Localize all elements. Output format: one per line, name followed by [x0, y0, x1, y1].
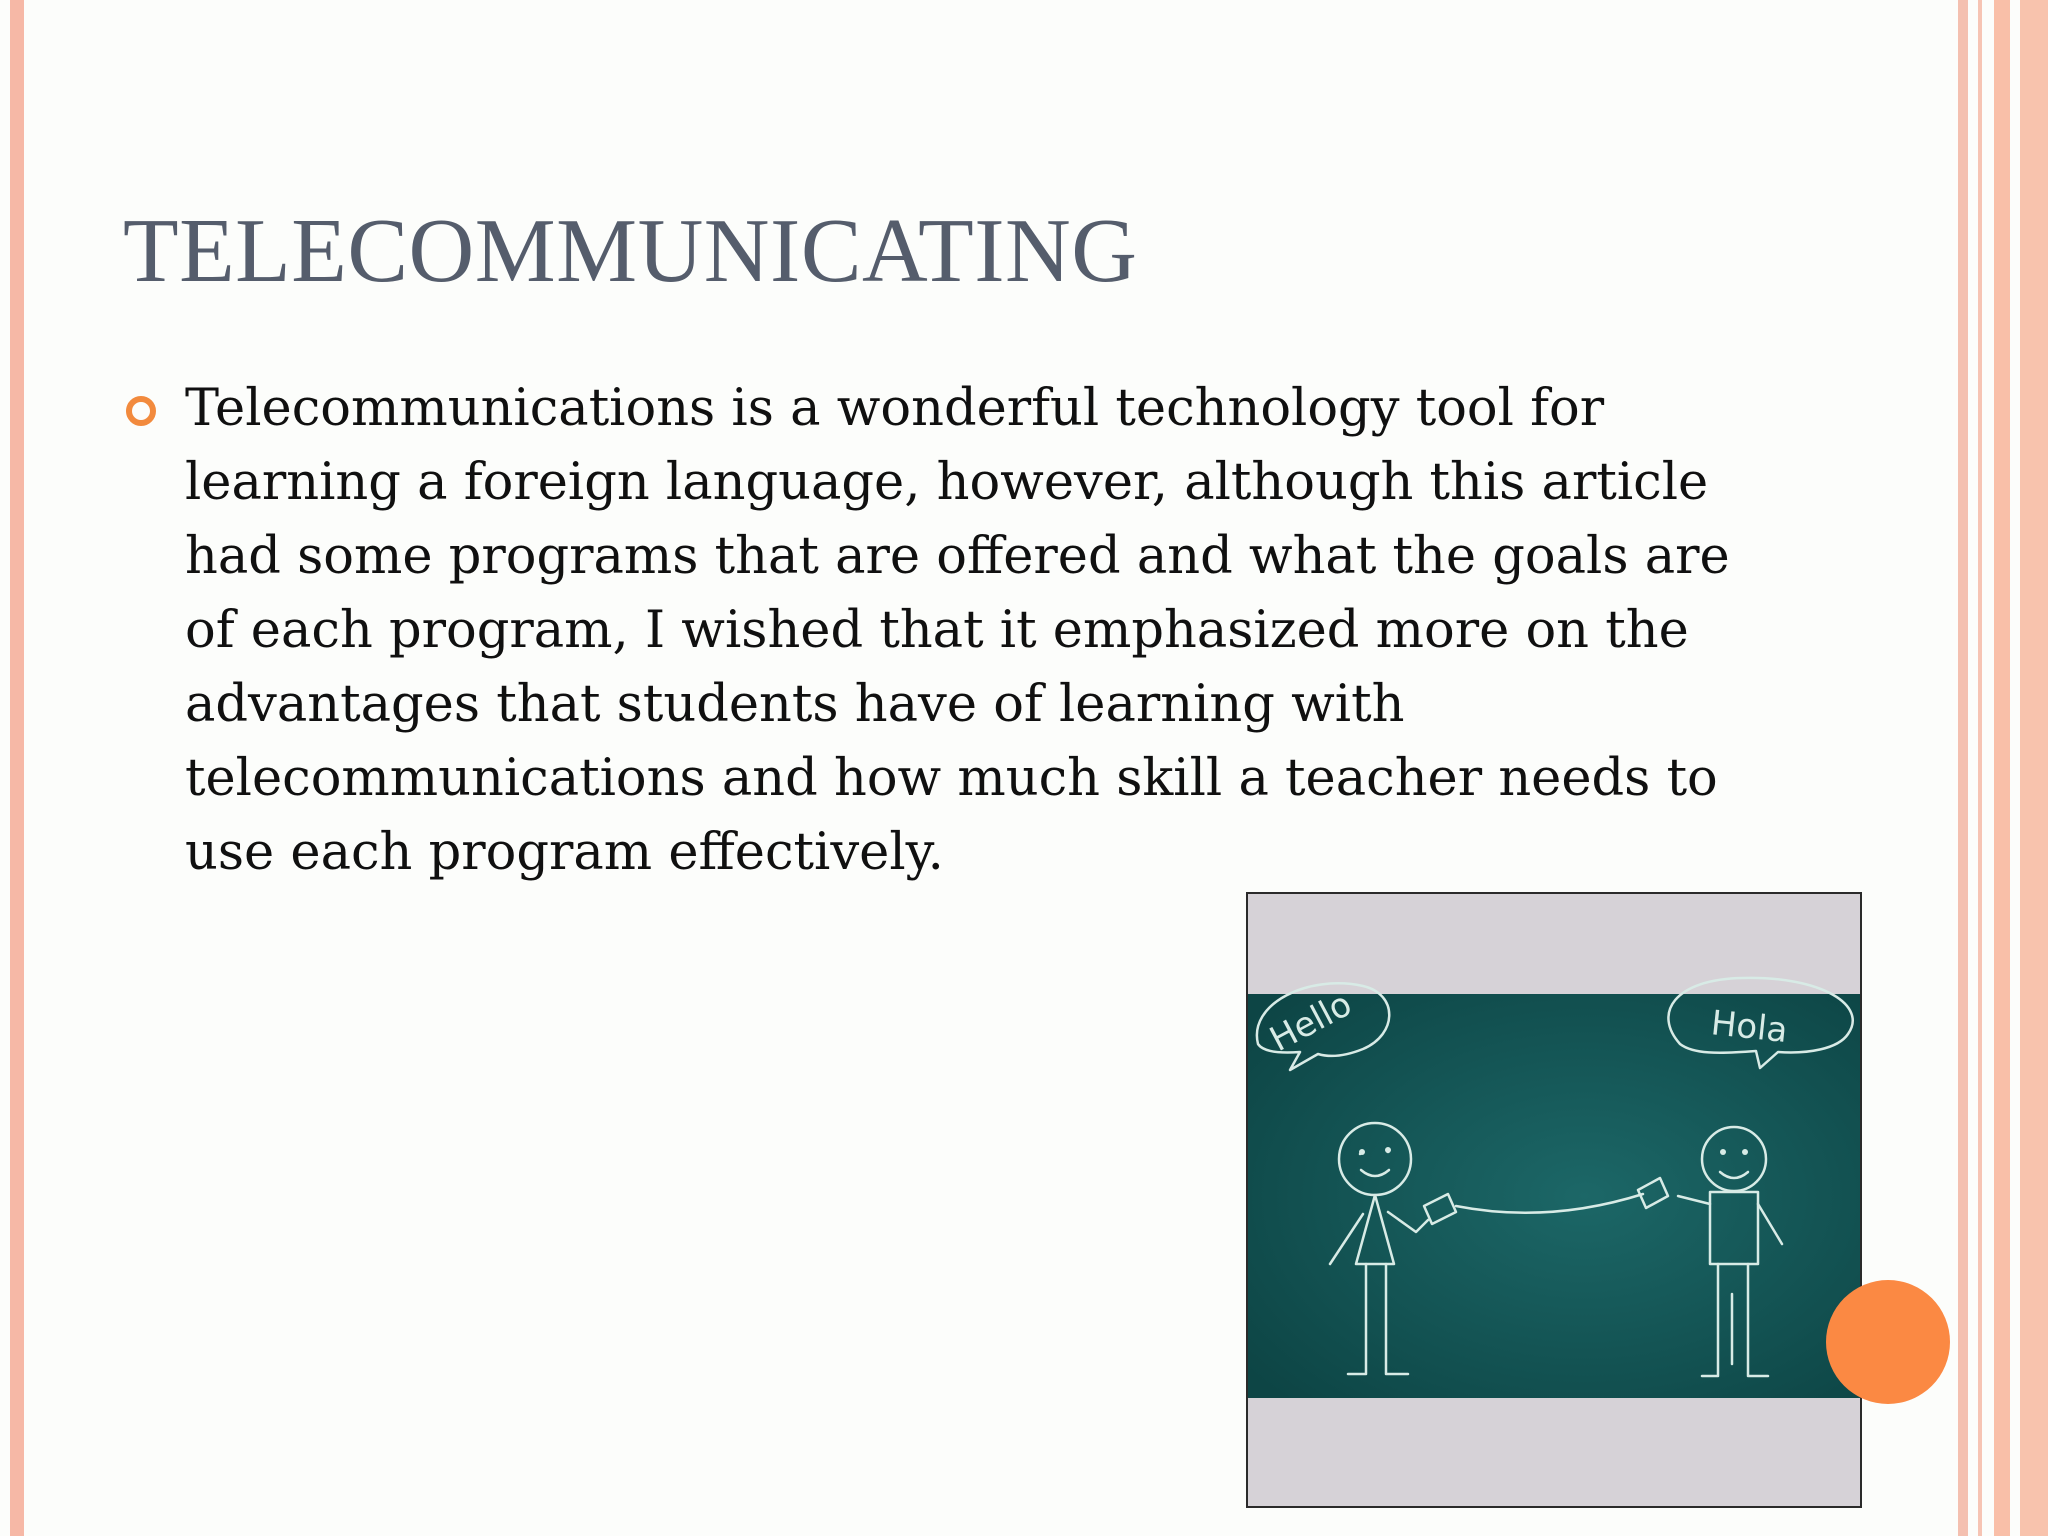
bullet-text: Telecommunications is a wonderful technology tool for learning a foreign language, however, although this article had some programs that are offered and what the goals are of each program, I wished that it emphasized more on the advantages that students have of learning with telecommunications and how much skill a teacher needs to use each program effectively.: [185, 379, 1730, 882]
chalkboard-illustration: [1246, 892, 1862, 1508]
right-border-stripe: [1978, 0, 1982, 1536]
decorative-orange-circle: [1826, 1280, 1950, 1404]
right-border-stripe: [2020, 0, 2048, 1536]
chalkboard-drawing: [1248, 894, 1860, 1506]
slide-title: TELECOMMUNICATING: [123, 200, 1138, 301]
speech-bubble-right-text: Hola: [1709, 1003, 1790, 1051]
right-border-stripe: [1994, 0, 2010, 1536]
speech-bubble-left-text: Hello: [1263, 984, 1359, 1060]
right-border-stripe: [1958, 0, 1968, 1536]
left-border-stripe: [10, 0, 24, 1536]
bullet-circle-icon: [126, 396, 156, 426]
